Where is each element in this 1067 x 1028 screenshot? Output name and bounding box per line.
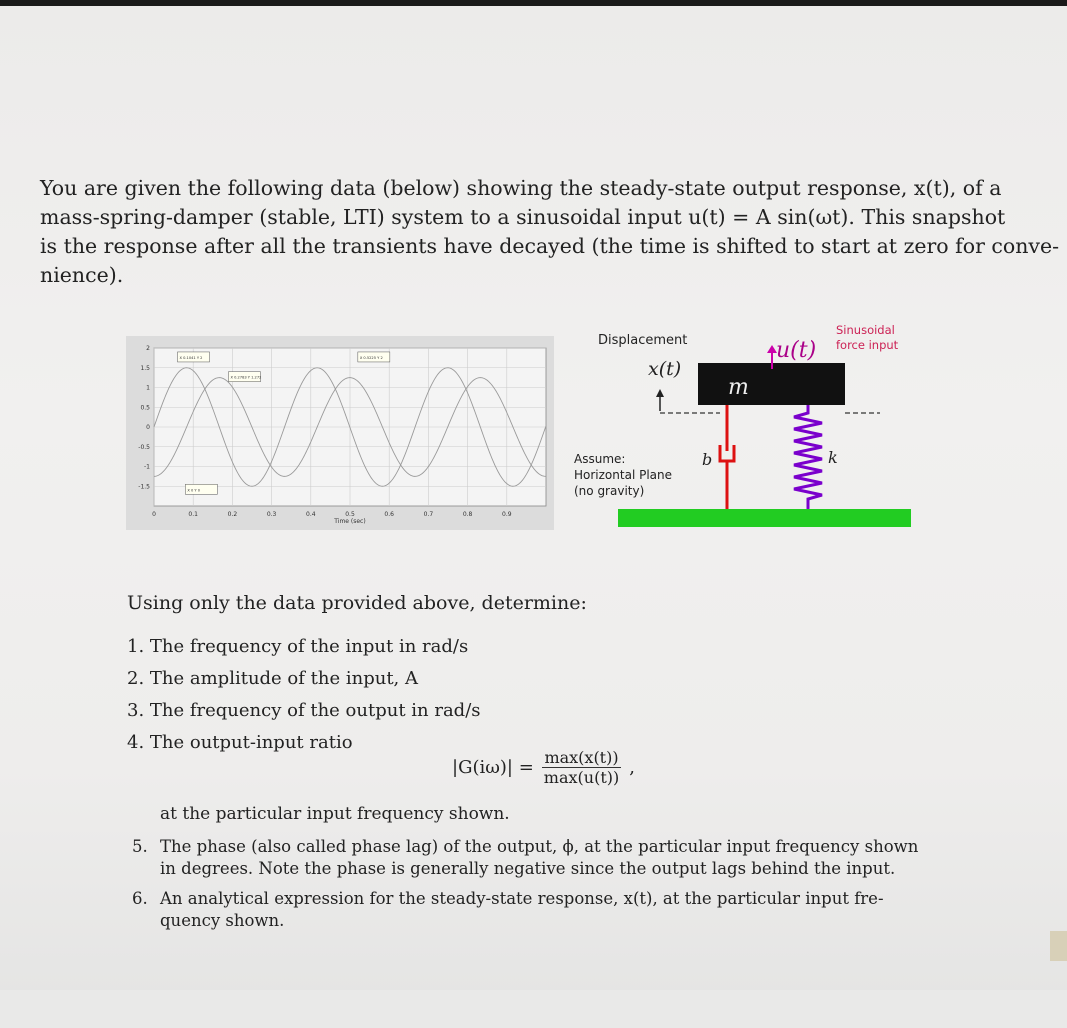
datatip-text: X 0 Y 0	[187, 488, 201, 493]
spring-label: k	[828, 448, 838, 467]
ratio-equation	[452, 748, 635, 787]
equation-fraction	[542, 748, 621, 787]
datatip-text: X 0.5225 Y 2	[359, 355, 383, 360]
x-of-t-label: x(t)	[648, 358, 682, 380]
question-item: 4. The output-input ratio	[127, 732, 353, 753]
x-tick-label: 0.3	[266, 511, 277, 518]
item-line: quency shown.	[160, 911, 285, 930]
item-line: in degrees. Note the phase is generally negative since the output lags behind the input.	[160, 859, 896, 878]
bottom-bar	[0, 990, 1067, 1028]
x-tick-label: 0.6	[384, 511, 394, 518]
equation-tail: ,	[629, 757, 635, 778]
y-tick-label: -1	[144, 463, 150, 471]
datatip-text: X 0.1041 Y 2	[179, 355, 203, 360]
y-tick-label: 0	[146, 424, 150, 431]
displacement-label: Displacement	[598, 333, 688, 348]
question-item-6	[132, 888, 952, 932]
mass-spring-damper-diagram	[560, 311, 940, 571]
x-tick-label: 0.1	[188, 511, 198, 518]
x-tick-label: 0.9	[502, 511, 512, 518]
questions-list	[127, 631, 481, 759]
ground-plane	[618, 509, 911, 527]
question-4-continuation: at the particular input frequency shown.	[160, 804, 510, 824]
intro-paragraph	[40, 174, 1060, 290]
assume-label: Assume:	[574, 452, 626, 466]
sinusoidal-label: Sinusoidal	[836, 323, 895, 337]
mass-block	[698, 363, 845, 405]
equation-lhs: |G(iω)| =	[452, 757, 534, 778]
y-tick-label: 2	[146, 345, 150, 352]
y-tick-label: -1.5	[138, 483, 150, 491]
plot-svg	[126, 336, 554, 530]
x-axis-label: Time (sec)	[334, 518, 366, 525]
displacement-arrowhead	[656, 389, 664, 397]
questions-title: Using only the data provided above, determine:	[127, 592, 587, 614]
item-number: 6.	[132, 889, 148, 908]
intro-line: nience).	[40, 263, 124, 287]
mass-label: m	[728, 375, 749, 400]
spring-coil	[794, 405, 822, 511]
item-line: The phase (also called phase lag) of the output, ϕ, at the particular input frequency shown	[160, 837, 919, 856]
x-tick-label: 0.5	[345, 511, 355, 518]
datatip-text: X 0.2783 Y 1.272	[230, 375, 262, 380]
document-page	[0, 6, 1067, 1021]
question-item-5	[132, 836, 952, 880]
question-item: 1. The frequency of the input in rad/s	[127, 636, 469, 657]
y-tick-label: 0.5	[140, 404, 150, 412]
intro-line: is the response after all the transients have decayed (the time is shifted to start at zero for conve-	[40, 234, 1060, 258]
force-input-label: force input	[836, 338, 899, 352]
y-tick-label: 1	[146, 384, 150, 392]
y-tick-label: 1.5	[140, 364, 150, 372]
response-plot	[126, 336, 554, 530]
intro-line: mass-spring-damper (stable, LTI) system to a sinusoidal input u(t) = A sin(ωt). This snapshot	[40, 205, 1006, 229]
page-edge-strip	[1050, 931, 1067, 961]
x-tick-label: 0.4	[306, 511, 316, 518]
x-tick-label: 0	[152, 511, 156, 518]
input-label: u(t)	[776, 338, 817, 363]
question-item: 2. The amplitude of the input, A	[127, 668, 418, 689]
item-line: An analytical expression for the steady-state response, x(t), at the particular input fre-	[160, 889, 884, 908]
intro-line: You are given the following data (below) showing the steady-state output response, x(t), of a	[40, 176, 1002, 200]
x-tick-label: 0.7	[423, 511, 434, 518]
item-number: 5.	[132, 837, 148, 856]
no-gravity-label: (no gravity)	[574, 484, 645, 498]
question-item: 3. The frequency of the output in rad/s	[127, 700, 481, 721]
horizontal-plane-label: Horizontal Plane	[574, 468, 672, 482]
equation-denominator: max(u(t))	[543, 768, 620, 787]
x-tick-label: 0.8	[462, 511, 473, 518]
x-tick-label: 0.2	[227, 511, 238, 518]
y-tick-label: -0.5	[138, 443, 150, 451]
equation-numerator: max(x(t))	[544, 748, 619, 767]
damper-label: b	[702, 450, 713, 469]
questions-5-6	[132, 836, 952, 940]
